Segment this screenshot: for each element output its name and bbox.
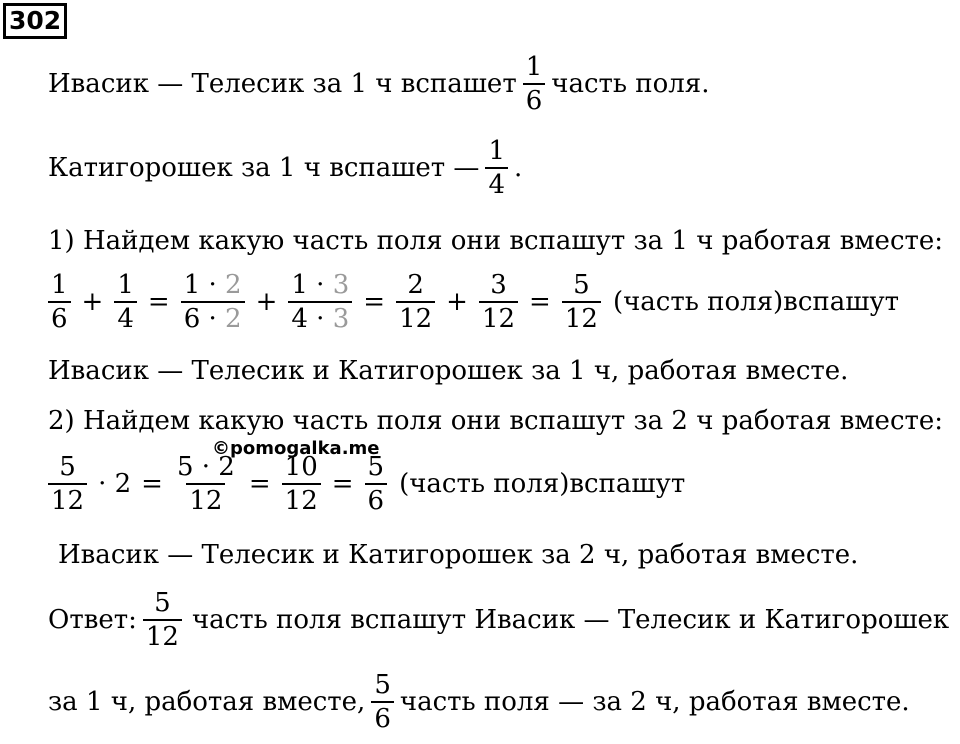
- answer-text-1: часть поля вспашут Ивасик — Телесик и Катигорошек: [191, 605, 950, 635]
- fraction: [479, 272, 518, 332]
- factor: 1 ·: [291, 270, 333, 300]
- line-ivasik-rate: [48, 54, 709, 114]
- numerator: [181, 272, 245, 301]
- denominator: 6: [365, 483, 388, 514]
- line-katigoroshek-rate: [48, 138, 522, 198]
- answer-label: Ответ:: [48, 605, 137, 635]
- denominator: 6: [523, 83, 546, 114]
- fraction-result: [562, 272, 601, 332]
- denominator: 4: [485, 167, 508, 198]
- numerator: 5: [573, 270, 590, 300]
- numerator: 10: [284, 452, 318, 482]
- line1-text-before: Ивасик — Телесик за 1 ч вспашет: [48, 69, 517, 99]
- numerator: 1: [488, 136, 505, 166]
- step1-result: Ивасик — Телесик и Катигорошек за 1 ч, работая вместе.: [48, 356, 849, 386]
- line2-text-before: Катигорошек за 1 ч вспашет —: [48, 153, 480, 183]
- multiply-by-two: · 2: [98, 469, 132, 499]
- denominator: 12: [479, 301, 518, 332]
- multiplier: 3: [332, 304, 350, 334]
- numerator: [288, 272, 352, 301]
- multiplier: 2: [225, 304, 242, 334]
- equals-sign: =: [529, 287, 551, 317]
- fraction: [174, 454, 238, 514]
- plus-sign: +: [81, 287, 104, 317]
- fraction: [48, 454, 87, 514]
- watermark: ©pomogalka.me: [212, 438, 380, 459]
- equals-sign: =: [141, 469, 163, 499]
- step2-title: 2) Найдем какую часть поля они вспашут за 2 ч работая вместе:: [48, 406, 944, 436]
- fraction-answer-2: [371, 672, 394, 732]
- denominator: 12: [143, 619, 182, 650]
- denominator: [181, 301, 245, 332]
- equation-step1: [48, 272, 899, 332]
- plus-sign: +: [446, 287, 468, 317]
- problem-number: 302: [3, 3, 67, 39]
- denominator: 12: [562, 301, 601, 332]
- equation-tail: (часть поля)вспашут: [612, 287, 900, 317]
- line2-text-after: .: [513, 153, 523, 183]
- equals-sign: =: [248, 469, 271, 499]
- plus-sign: +: [255, 287, 278, 317]
- fraction-one-sixth: [523, 54, 546, 114]
- numerator: 5: [367, 452, 385, 482]
- fraction-expanded: [288, 272, 352, 332]
- fraction-answer: [143, 590, 182, 650]
- factor: 4 ·: [291, 304, 333, 334]
- equation-tail: (часть поля)вспашут: [399, 469, 686, 499]
- multiplier: 2: [225, 270, 242, 300]
- denominator: 12: [48, 483, 87, 514]
- denominator: [288, 301, 352, 332]
- numerator: 2: [407, 270, 424, 300]
- factor: 6 ·: [183, 304, 226, 334]
- numerator: 3: [490, 270, 507, 300]
- denominator: 6: [371, 701, 394, 732]
- numerator: 5: [374, 670, 391, 700]
- step2-result: Ивасик — Телесик и Катигорошек за 2 ч, работая вместе.: [58, 540, 859, 570]
- denominator: 6: [48, 301, 71, 332]
- numerator: 1: [117, 270, 134, 300]
- numerator: 1: [51, 270, 68, 300]
- fraction-expanded: [181, 272, 245, 332]
- fraction: [282, 454, 321, 514]
- line1-text-after: часть поля.: [551, 69, 710, 99]
- fraction: [48, 272, 71, 332]
- denominator: 12: [396, 301, 435, 332]
- answer-line-2: [48, 672, 910, 732]
- step1-title: 1) Найдем какую часть поля они вспашут за 1 ч работая вместе:: [48, 226, 944, 256]
- fraction-result: [365, 454, 388, 514]
- answer-text-2: за 1 ч, работая вместе,: [48, 687, 366, 717]
- answer-line-1: [48, 590, 949, 650]
- numerator: 5 · 2: [176, 452, 235, 482]
- fraction: [396, 272, 435, 332]
- denominator: 12: [282, 483, 321, 514]
- numerator: 1: [525, 52, 543, 82]
- equals-sign: =: [147, 287, 170, 317]
- equals-sign: =: [331, 469, 354, 499]
- fraction: [114, 272, 137, 332]
- multiplier: 3: [332, 270, 350, 300]
- equation-step2: [48, 454, 685, 514]
- answer-text-3: часть поля — за 2 ч, работая вместе.: [399, 687, 910, 717]
- factor: 1 ·: [183, 270, 226, 300]
- fraction-one-quarter: [485, 138, 508, 198]
- numerator: 5: [154, 588, 171, 618]
- denominator: 4: [114, 301, 137, 332]
- equals-sign: =: [363, 287, 386, 317]
- denominator: 12: [186, 483, 225, 514]
- numerator: 5: [59, 452, 76, 482]
